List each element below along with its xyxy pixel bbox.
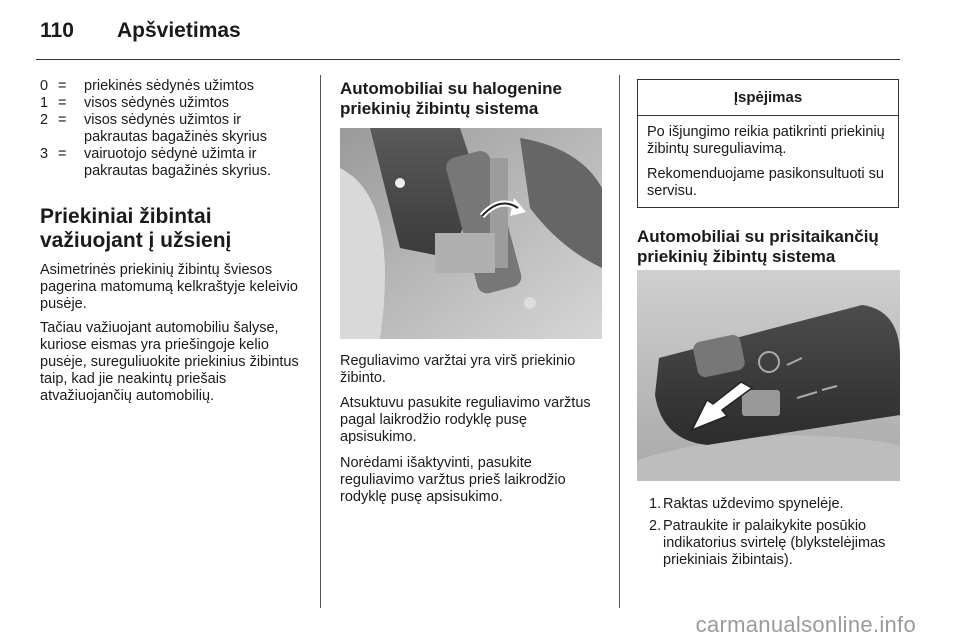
warning-text: Rekomenduojame pasikonsultuoti su servisu. <box>647 166 884 199</box>
list-text: Patraukite ir palaikykite posūkio indikatorius svirtelę (blykstelėjimas priekiniais žibintais). <box>663 518 886 568</box>
header-divider <box>36 59 900 60</box>
headlamp-photo <box>340 128 602 339</box>
legend-text: visos sėdynės užimtos <box>84 95 230 111</box>
footer-url: carmanualsonline.info <box>695 612 916 637</box>
legend-key: 2 <box>40 112 49 128</box>
paragraph: Norėdami išaktyvinti, pasukite reguliavimo varžtus prieš laikrodžio rodyklę pusę apsisukimo. <box>340 455 566 505</box>
paragraph: Asimetrinės priekinių žibintų šviesos pagerina matomumą kelkraštyje keleivio pusėje. <box>40 262 298 312</box>
legend-key: 3 <box>40 146 49 162</box>
section-heading <box>40 205 310 253</box>
column-divider-2 <box>619 75 620 608</box>
legend-sep: = <box>58 78 67 94</box>
paragraph: Reguliavimo varžtai yra virš priekinio žibinto. <box>340 353 576 386</box>
warning-box <box>637 79 899 208</box>
legend-key: 1 <box>40 95 49 111</box>
page-title: Apšvietimas <box>117 19 241 42</box>
legend-text: visos sėdynės užimtos ir pakrautas bagažinės skyrius <box>84 112 267 145</box>
legend-sep: = <box>58 95 67 111</box>
list-number: 2. <box>649 518 662 534</box>
paragraph: Tačiau važiuojant automobiliu šalyse, kuriose eismas yra priešingoje kelio pusėje, sureguliuokite priekinius žibintus taip, kad jie neakintų priešais atvažiuojančių automobilių. <box>40 320 299 404</box>
list-number: 1. <box>649 496 662 512</box>
legend-text: vairuotojo sėdynė užimta ir pakrautas bagažinės skyrius. <box>84 146 271 179</box>
subsection-title: Automobiliai su prisitaikančių priekinių žibintų sistema <box>637 227 879 266</box>
legend-key: 0 <box>40 78 49 94</box>
legend-text: priekinės sėdynės užimtos <box>84 78 255 94</box>
warning-title: Įspėjimas <box>638 80 898 116</box>
legend-sep: = <box>58 112 67 128</box>
legend-sep: = <box>58 146 67 162</box>
subsection-heading <box>340 79 610 119</box>
column-divider-1 <box>320 75 321 608</box>
list-text: Raktas uždevimo spynelėje. <box>663 496 844 512</box>
headlamp-illustration <box>340 128 602 339</box>
subsection-title: Automobiliai su halogenine priekinių žibintų sistema <box>340 79 562 118</box>
section-title: Priekiniai žibintai važiuojant į užsienį <box>40 205 232 252</box>
warning-text: Po išjungimo reikia patikrinti priekinių žibintų sureguliavimą. <box>647 124 885 157</box>
paragraph: Atsuktuvu pasukite reguliavimo varžtus pagal laikrodžio rodyklę pusę apsisukimo. <box>340 395 591 445</box>
page-number: 110 <box>40 19 74 42</box>
list-item <box>637 496 899 513</box>
stalk-photo <box>637 270 900 481</box>
turn-signal-lever-illustration <box>637 270 900 481</box>
subsection-heading <box>637 227 899 267</box>
